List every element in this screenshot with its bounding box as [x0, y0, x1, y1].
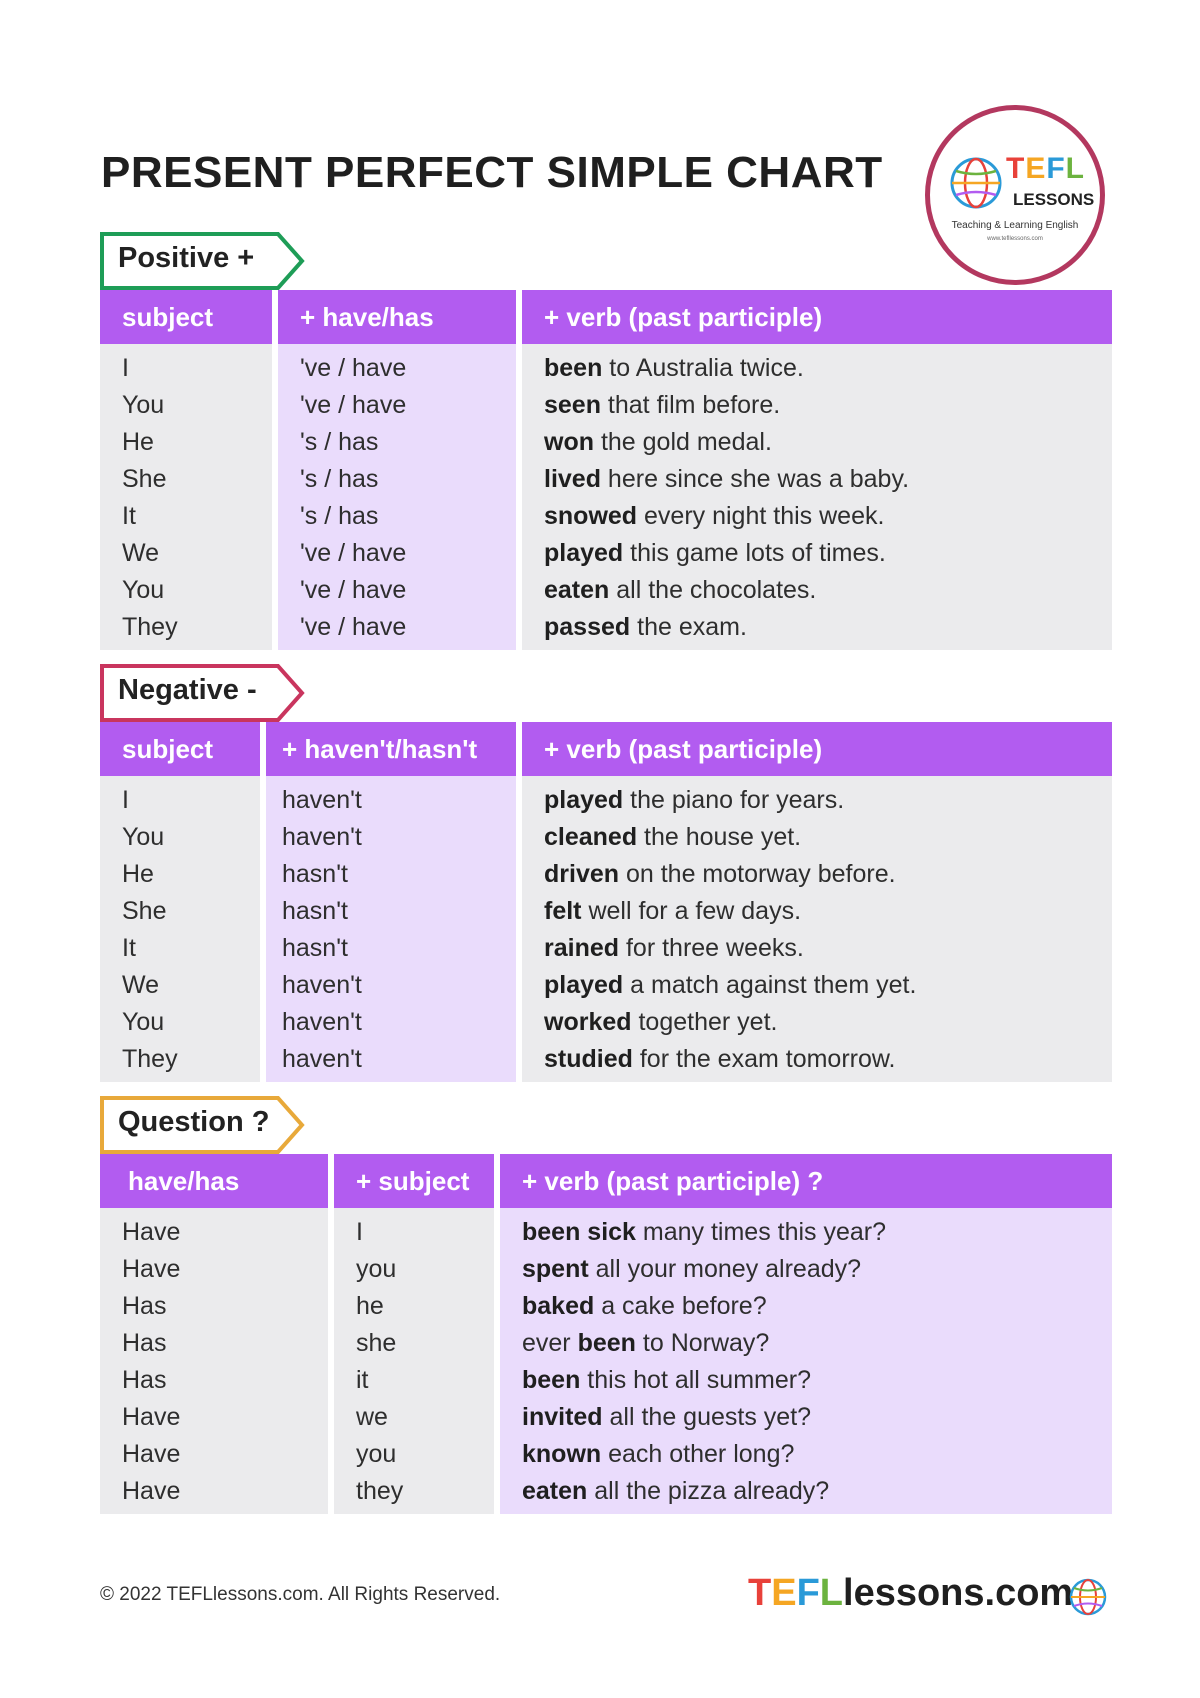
- verb-cell: played this game lots of times.: [544, 539, 886, 567]
- participle: cleaned: [544, 823, 638, 851]
- verb-cell: lived here since she was a baby.: [544, 465, 910, 493]
- participle: been sick: [522, 1218, 636, 1246]
- aux-cell: hasn't: [282, 860, 348, 888]
- participle: studied: [544, 1045, 633, 1073]
- aux-cell: Have: [122, 1440, 181, 1468]
- aux-cell: Have: [122, 1218, 181, 1246]
- footer-brand: TEFLlessons.com: [748, 1572, 1074, 1614]
- subject-cell: It: [122, 934, 136, 962]
- verb-cell: played the piano for years.: [544, 786, 845, 814]
- aux-cell: haven't: [282, 1045, 362, 1073]
- subject-column: [334, 1208, 494, 1514]
- verb-cell: invited all the guests yet?: [522, 1403, 812, 1431]
- verb-cell: been to Australia twice.: [544, 354, 804, 382]
- verb-cell: driven on the motorway before.: [544, 860, 896, 888]
- aux-cell: 's / has: [300, 465, 379, 493]
- positive-label: Positive +: [118, 242, 255, 274]
- verb-cell: felt well for a few days.: [544, 897, 802, 925]
- negative-table: [100, 722, 1112, 1082]
- positive-section: [100, 232, 1112, 650]
- aux-column: [266, 776, 516, 1082]
- participle: worked: [544, 1008, 632, 1036]
- subject-cell: it: [356, 1366, 369, 1394]
- subject-cell: It: [122, 502, 136, 530]
- subject-cell: We: [122, 971, 160, 999]
- participle: invited: [522, 1403, 603, 1431]
- aux-cell: haven't: [282, 786, 362, 814]
- positive-label-arrow: [100, 232, 305, 290]
- participle: played: [544, 786, 624, 814]
- aux-cell: 've / have: [300, 354, 407, 382]
- subject-cell: They: [122, 1045, 178, 1073]
- subject-cell: You: [122, 823, 165, 851]
- negative-label: Negative -: [118, 674, 257, 706]
- column-header: + haven't/hasn't: [266, 722, 516, 776]
- verb-cell: rained for three weeks.: [544, 934, 804, 962]
- verb-cell: snowed every night this week.: [544, 502, 885, 530]
- aux-cell: Has: [122, 1292, 167, 1320]
- column-header: + subject: [334, 1154, 494, 1208]
- negative-label-arrow: [100, 664, 305, 722]
- verb-cell: spent all your money already?: [522, 1255, 862, 1283]
- verb-cell: passed the exam.: [544, 613, 747, 641]
- participle: spent: [522, 1255, 589, 1283]
- logo-sub: LESSONS: [1013, 190, 1095, 209]
- participle: seen: [544, 391, 601, 419]
- aux-cell: haven't: [282, 823, 362, 851]
- aux-cell: hasn't: [282, 897, 348, 925]
- aux-cell: Have: [122, 1403, 181, 1431]
- logo-brand: TEFL: [1006, 152, 1085, 185]
- participle: eaten: [544, 576, 610, 604]
- subject-cell: she: [356, 1329, 397, 1357]
- verb-cell: known each other long?: [522, 1440, 795, 1468]
- column-header: have/has: [100, 1154, 328, 1208]
- subject-cell: I: [122, 354, 129, 382]
- subject-column: [100, 344, 272, 650]
- participle: been: [544, 354, 603, 382]
- verb-column: [500, 1208, 1112, 1514]
- subject-cell: he: [356, 1292, 384, 1320]
- question-label-arrow: [100, 1096, 305, 1154]
- aux-cell: 've / have: [300, 391, 407, 419]
- positive-table: [100, 290, 1112, 650]
- logo-tagline: Teaching & Learning English: [951, 220, 1079, 231]
- column-header: + verb (past participle): [522, 290, 1112, 344]
- aux-cell: Have: [122, 1255, 181, 1283]
- aux-cell: Has: [122, 1329, 167, 1357]
- aux-cell: 've / have: [300, 576, 407, 604]
- verb-cell: ever been to Norway?: [522, 1329, 770, 1357]
- verb-cell: baked a cake before?: [522, 1292, 767, 1320]
- subject-cell: You: [122, 391, 165, 419]
- subject-cell: They: [122, 613, 178, 641]
- aux-cell: Has: [122, 1366, 167, 1394]
- participle: lived: [544, 465, 601, 493]
- verb-cell: won the gold medal.: [544, 428, 772, 456]
- subject-cell: I: [356, 1218, 363, 1246]
- aux-cell: 's / has: [300, 428, 379, 456]
- verb-cell: eaten all the pizza already?: [522, 1477, 830, 1505]
- verb-cell: studied for the exam tomorrow.: [544, 1045, 896, 1073]
- participle: snowed: [544, 502, 638, 530]
- aux-cell: 've / have: [300, 539, 407, 567]
- subject-cell: they: [356, 1477, 404, 1505]
- column-header: subject: [100, 290, 272, 344]
- participle: played: [544, 971, 624, 999]
- subject-cell: She: [122, 897, 167, 925]
- column-header: subject: [100, 722, 260, 776]
- question-table: [100, 1154, 1112, 1514]
- verb-cell: worked together yet.: [544, 1008, 778, 1036]
- subject-cell: He: [122, 428, 154, 456]
- negative-section: [100, 664, 1112, 1082]
- column-header: + verb (past participle) ?: [500, 1154, 1112, 1208]
- participle: been: [577, 1329, 636, 1357]
- participle: known: [522, 1440, 602, 1468]
- page-title: PRESENT PERFECT SIMPLE CHART: [101, 148, 883, 197]
- aux-cell: haven't: [282, 1008, 362, 1036]
- question-label: Question ?: [118, 1106, 270, 1138]
- participle: rained: [544, 934, 620, 962]
- subject-cell: you: [356, 1440, 397, 1468]
- aux-cell: Have: [122, 1477, 181, 1505]
- globe-icon: [1068, 1577, 1108, 1617]
- participle: played: [544, 539, 624, 567]
- column-header: + have/has: [278, 290, 516, 344]
- subject-cell: we: [356, 1403, 388, 1431]
- verb-column: [522, 344, 1112, 650]
- participle: been: [522, 1366, 581, 1394]
- aux-cell: 've / have: [300, 613, 407, 641]
- copyright-text: © 2022 TEFLlessons.com. All Rights Reserved.: [100, 1584, 501, 1605]
- participle: driven: [544, 860, 620, 888]
- aux-cell: 's / has: [300, 502, 379, 530]
- verb-cell: cleaned the house yet.: [544, 823, 802, 851]
- subject-cell: We: [122, 539, 160, 567]
- participle: passed: [544, 613, 631, 641]
- aux-cell: hasn't: [282, 934, 348, 962]
- participle: eaten: [522, 1477, 588, 1505]
- verb-cell: been sick many times this year?: [522, 1218, 887, 1246]
- logo-url: www.tefllessons.com: [987, 236, 1043, 242]
- verb-cell: seen that film before.: [544, 391, 781, 419]
- subject-cell: You: [122, 576, 165, 604]
- subject-cell: You: [122, 1008, 165, 1036]
- participle: baked: [522, 1292, 595, 1320]
- globe-icon: [948, 155, 1004, 211]
- aux-column: [278, 344, 516, 650]
- aux-cell: haven't: [282, 971, 362, 999]
- question-section: [100, 1096, 1112, 1514]
- subject-cell: I: [122, 786, 129, 814]
- subject-cell: She: [122, 465, 167, 493]
- verb-cell: played a match against them yet.: [544, 971, 917, 999]
- aux-column: [100, 1208, 328, 1514]
- participle: won: [544, 428, 594, 456]
- participle: felt: [544, 897, 582, 925]
- verb-cell: eaten all the chocolates.: [544, 576, 817, 604]
- verb-column: [522, 776, 1112, 1082]
- subject-column: [100, 776, 260, 1082]
- subject-cell: He: [122, 860, 154, 888]
- verb-cell: been this hot all summer?: [522, 1366, 811, 1394]
- column-header: + verb (past participle): [522, 722, 1112, 776]
- subject-cell: you: [356, 1255, 397, 1283]
